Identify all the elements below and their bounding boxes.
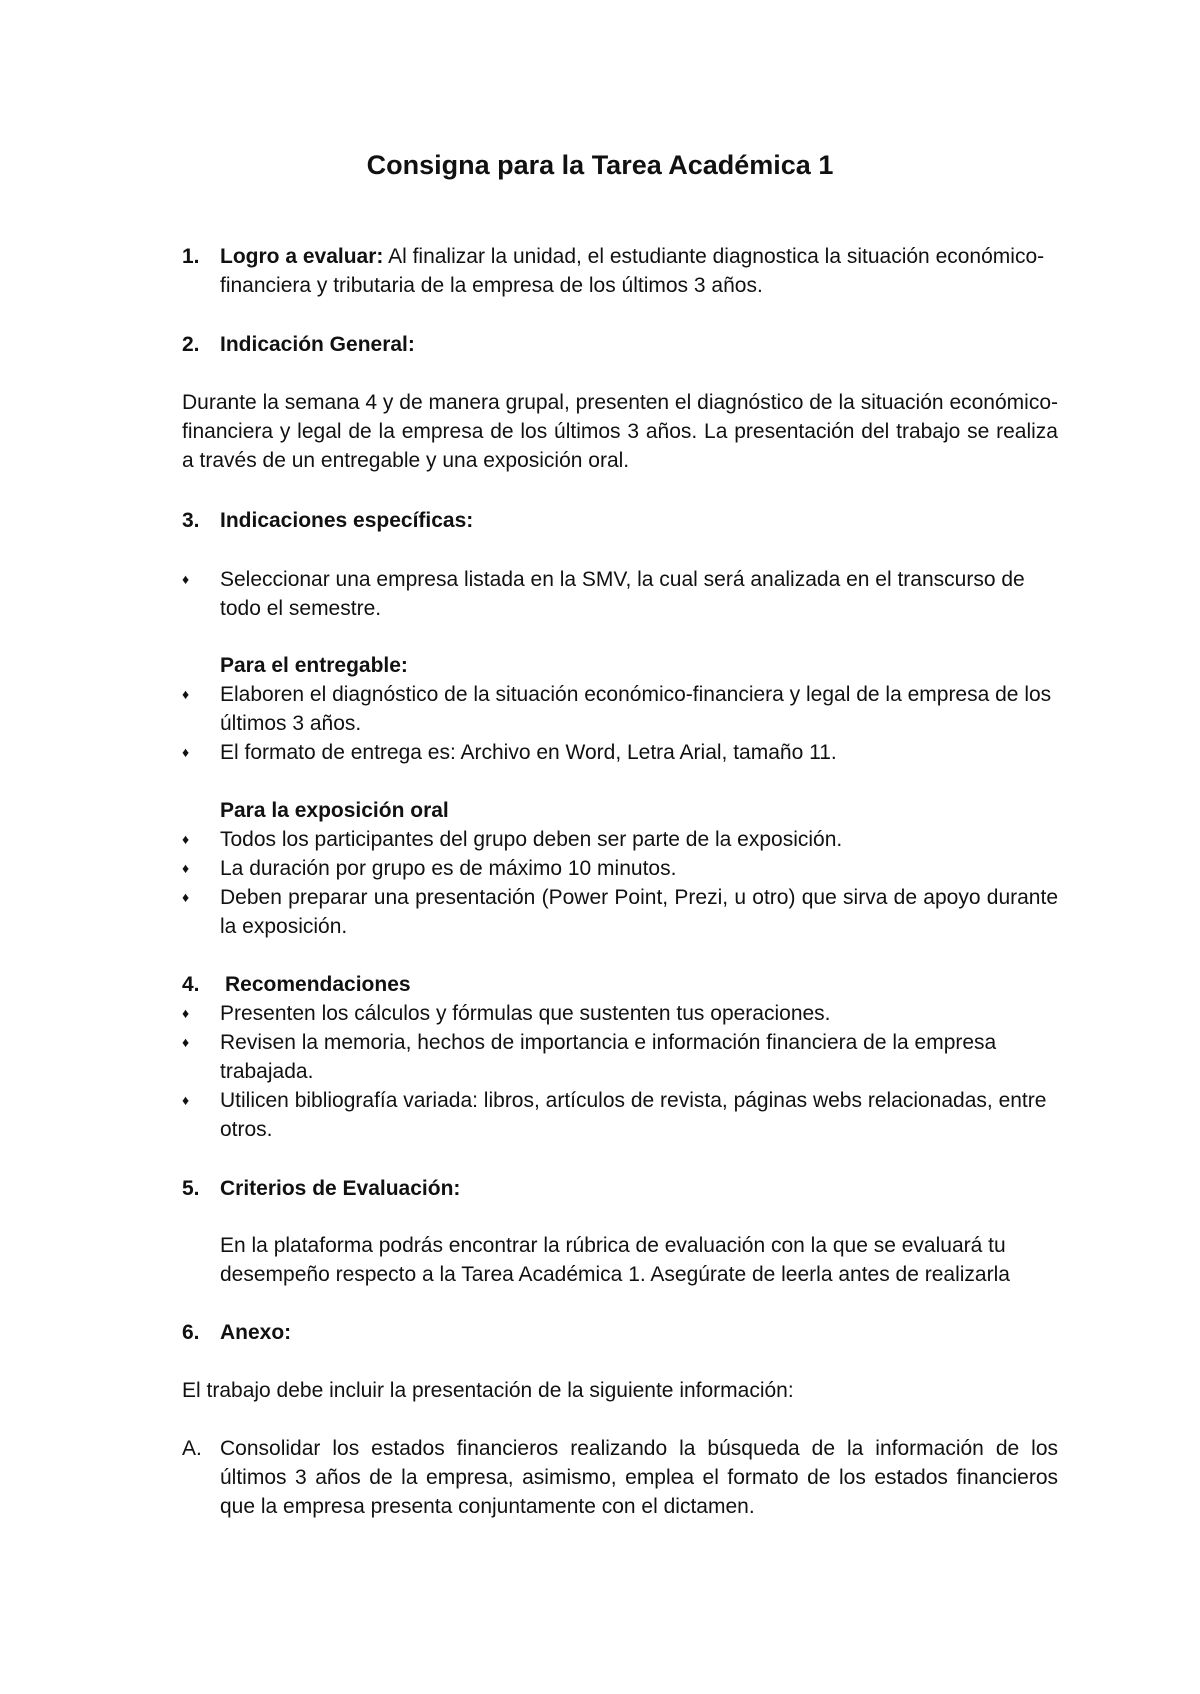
bullet-icon: ♦	[182, 1005, 190, 1021]
bullet-icon: ♦	[182, 686, 190, 702]
bullet-icon: ♦	[182, 889, 190, 905]
section-4-heading: Recomendaciones	[225, 973, 411, 996]
section-1-label: Logro a evaluar:	[220, 245, 384, 268]
section-1-number: 1.	[182, 245, 200, 268]
list-item: Deben preparar una presentación (Power Point, Prezi, u otro) que sirva de apoyo durante la exposición.	[220, 886, 1058, 938]
list-item: La duración por grupo es de máximo 10 minutos.	[220, 857, 677, 880]
section-6-heading: Anexo:	[220, 1321, 292, 1344]
section-3-number: 3.	[182, 509, 200, 532]
section-1-paragraph	[220, 242, 1058, 300]
bullet-icon: ♦	[182, 1092, 190, 1108]
section-2-number: 2.	[182, 333, 200, 356]
annex-item-a-label: A.	[182, 1437, 202, 1460]
bullet-icon: ♦	[182, 571, 190, 587]
bullet-icon: ♦	[182, 744, 190, 760]
annex-item-a-text: Consolidar los estados financieros realizando la búsqueda de la información de los últimos 3 años de la empresa, asimismo, emplea el formato de los estados financieros que la empresa presenta conjuntamente con el dictamen.	[220, 1437, 1058, 1518]
section-1-text: Al finalizar la unidad, el estudiante diagnostica la situación económico-financiera y tributaria de la empresa de los últimos 3 años.	[220, 245, 1045, 297]
list-item: Todos los participantes del grupo deben ser parte de la exposición.	[220, 828, 843, 851]
section-6-intro: El trabajo debe incluir la presentación de la siguiente información:	[182, 1379, 794, 1402]
list-item: Utilicen bibliografía variada: libros, artículos de revista, páginas webs relacionadas, entre otros.	[220, 1089, 1047, 1141]
list-item: Presenten los cálculos y fórmulas que sustenten tus operaciones.	[220, 1002, 831, 1025]
page-title: Consigna para la Tarea Académica 1	[366, 150, 834, 180]
section-2-paragraph: Durante la semana 4 y de manera grupal, presenten el diagnóstico de la situación económico-financiera y legal de la empresa de los últimos 3 años. La presentación del trabajo se realiza a través de un entregable y una exposición oral.	[182, 391, 1058, 472]
bullet-icon: ♦	[182, 1034, 190, 1050]
bullet-icon: ♦	[182, 831, 190, 847]
list-item: Elaboren el diagnóstico de la situación económico-financiera y legal de la empresa de los últimos 3 años.	[220, 683, 1052, 735]
oral-heading: Para la exposición oral	[220, 799, 449, 822]
section-5-paragraph: En la plataforma podrás encontrar la rúbrica de evaluación con la que se evaluará tu desempeño respecto a la Tarea Académica 1. Asegúrate de leerla antes de realizarla	[220, 1234, 1010, 1286]
section-5-number: 5.	[182, 1177, 200, 1200]
section-3-heading: Indicaciones específicas:	[220, 509, 474, 532]
bullet-icon: ♦	[182, 860, 190, 876]
list-item: Seleccionar una empresa listada en la SMV, la cual será analizada en el transcurso de todo el semestre.	[220, 568, 1025, 620]
section-2-heading: Indicación General:	[220, 333, 415, 356]
section-4-number: 4.	[182, 973, 200, 996]
entregable-heading: Para el entregable:	[220, 654, 408, 677]
list-item: Revisen la memoria, hechos de importancia e información financiera de la empresa trabajada.	[220, 1031, 997, 1083]
section-6-number: 6.	[182, 1321, 200, 1344]
section-5-heading: Criterios de Evaluación:	[220, 1177, 461, 1200]
list-item: El formato de entrega es: Archivo en Word, Letra Arial, tamaño 11.	[220, 741, 837, 764]
